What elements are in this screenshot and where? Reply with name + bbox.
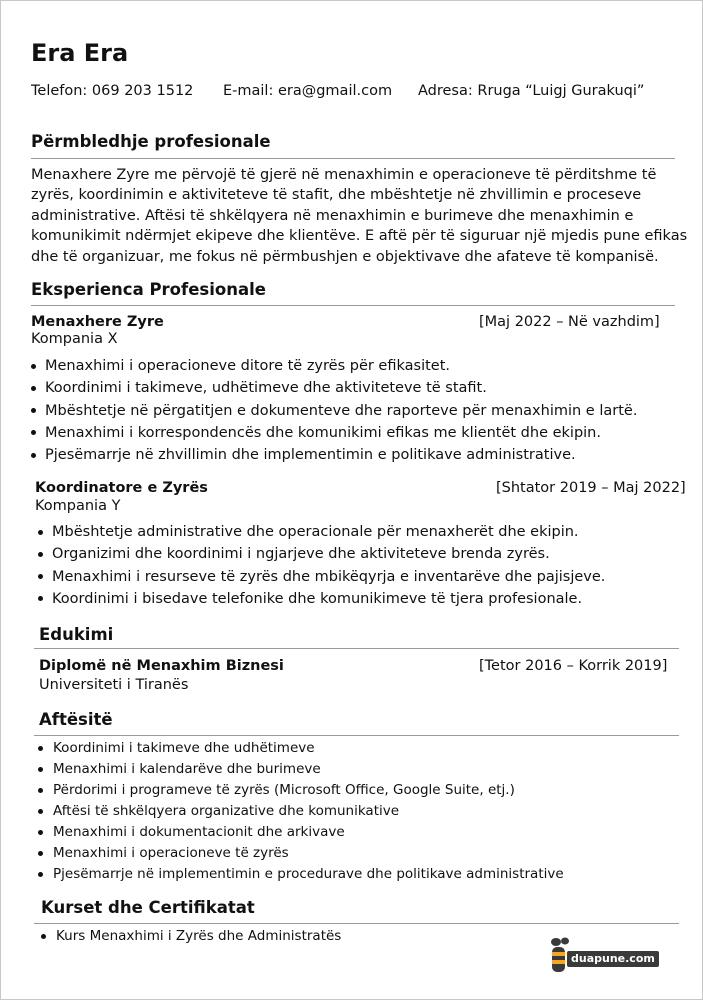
bullet-icon (38, 872, 43, 877)
summary-divider (31, 158, 675, 159)
list-item: Menaxhimi i operacioneve ditore të zyrës për efikasitet. (31, 355, 637, 377)
bullet-icon (38, 767, 43, 772)
bullet-icon (38, 830, 43, 835)
job-company: Kompania Y (35, 498, 121, 514)
courses-list (41, 926, 341, 947)
education-divider (34, 648, 679, 649)
bullet-icon (31, 386, 36, 391)
list-item: Pjesëmarrje në zhvillimin dhe implementimin e politikave administrative. (31, 444, 637, 466)
list-item: Menaxhimi i korrespondencës dhe komunikimi efikas me klientët dhe ekipin. (31, 422, 637, 444)
bullet-icon (38, 574, 43, 579)
list-item: Përdorimi i programeve të zyrës (Microsoft Office, Google Suite, etj.) (38, 780, 564, 801)
job-dates: [Maj 2022 – Në vazhdim] (479, 314, 660, 330)
duapune-logo (549, 934, 659, 976)
skills-list (38, 738, 564, 885)
job-duties-list (31, 355, 637, 466)
list-item: Koordinimi i takimeve dhe udhëtimeve (38, 738, 564, 759)
bullet-icon (31, 453, 36, 458)
bullet-icon (38, 788, 43, 793)
job-duties-list (38, 521, 605, 610)
summary-line: zyrës, koordinimin e aktiviteteve të stafit, dhe mbështetje në zhvillimin e proceseve (31, 187, 642, 204)
bullet-icon (31, 364, 36, 369)
courses-heading: Kurset dhe Certifikatat (41, 898, 255, 917)
list-item: Koordinimi i bisedave telefonike dhe komunikimeve të tjera profesionale. (38, 588, 605, 610)
address-text: Adresa: Rruga “Luigj Gurakuqi” (418, 83, 645, 99)
job-title: Koordinatore e Zyrës (35, 480, 208, 496)
summary-paragraph (31, 165, 688, 267)
list-item: Menaxhimi i operacioneve të zyrës (38, 843, 564, 864)
experience-divider (31, 305, 675, 306)
job-dates: [Shtator 2019 – Maj 2022] (496, 480, 686, 496)
logo-wordmark: duapune.com (567, 951, 659, 967)
bullet-icon (38, 596, 43, 601)
list-item: Mbështetje administrative dhe operacionale për menaxherët dhe ekipin. (38, 521, 605, 543)
education-heading: Edukimi (39, 625, 114, 644)
list-item: Pjesëmarrje në implementimin e procedurave dhe politikave administrative (38, 864, 564, 885)
summary-line: komunikimit ndërmjet ekipeve dhe klientëve. E aftë për të siguruar një mjedis pune efikas (31, 228, 688, 245)
bullet-icon (38, 809, 43, 814)
school-name: Universiteti i Tiranës (39, 677, 189, 693)
list-item: Aftësi të shkëlqyera organizative dhe komunikative (38, 801, 564, 822)
skills-divider (34, 735, 679, 736)
job-title: Menaxhere Zyre (31, 314, 164, 330)
bullet-icon (38, 851, 43, 856)
summary-line: dhe të organizuar, me fokus në përmbushjen e objektivave dhe afateve të kompanisë. (31, 248, 659, 265)
bullet-icon (31, 430, 36, 435)
bullet-icon (38, 552, 43, 557)
education-dates: [Tetor 2016 – Korrik 2019] (479, 658, 668, 674)
list-item: Mbështetje në përgatitjen e dokumenteve dhe raporteve për menaxhimin e lartë. (31, 400, 637, 422)
degree-title: Diplomë në Menaxhim Biznesi (39, 658, 284, 674)
bullet-icon (31, 408, 36, 413)
job-company: Kompania X (31, 331, 118, 347)
bullet-icon (41, 934, 46, 939)
list-item: Organizimi dhe koordinimi i ngjarjeve dhe aktiviteteve brenda zyrës. (38, 543, 605, 565)
email-text: E-mail: era@gmail.com (223, 83, 393, 99)
courses-divider (34, 923, 679, 924)
list-item: Menaxhimi i dokumentacionit dhe arkivave (38, 822, 564, 843)
list-item: Menaxhimi i resurseve të zyrës dhe mbikëqyrja e inventarëve dhe pajisjeve. (38, 566, 605, 588)
list-item: Koordinimi i takimeve, udhëtimeve dhe aktiviteteve të stafit. (31, 377, 637, 399)
phone-text: Telefon: 069 203 1512 (31, 83, 194, 99)
experience-heading: Eksperienca Profesionale (31, 280, 266, 299)
list-item: Menaxhimi i kalendarëve dhe burimeve (38, 759, 564, 780)
candidate-name: Era Era (31, 39, 129, 67)
skills-heading: Aftësitë (39, 710, 113, 729)
summary-line: Menaxhere Zyre me përvojë të gjerë në menaxhimin e operacioneve të përditshme të (31, 167, 657, 183)
summary-line: administrative. Aftësi të shkëlqyera në menaxhimin e burimeve dhe menaxhimin e (31, 207, 634, 224)
summary-heading: Përmbledhje profesionale (31, 132, 271, 151)
bullet-icon (38, 530, 43, 535)
bullet-icon (38, 746, 43, 751)
list-item: Kurs Menaxhimi i Zyrës dhe Administratës (41, 926, 341, 947)
